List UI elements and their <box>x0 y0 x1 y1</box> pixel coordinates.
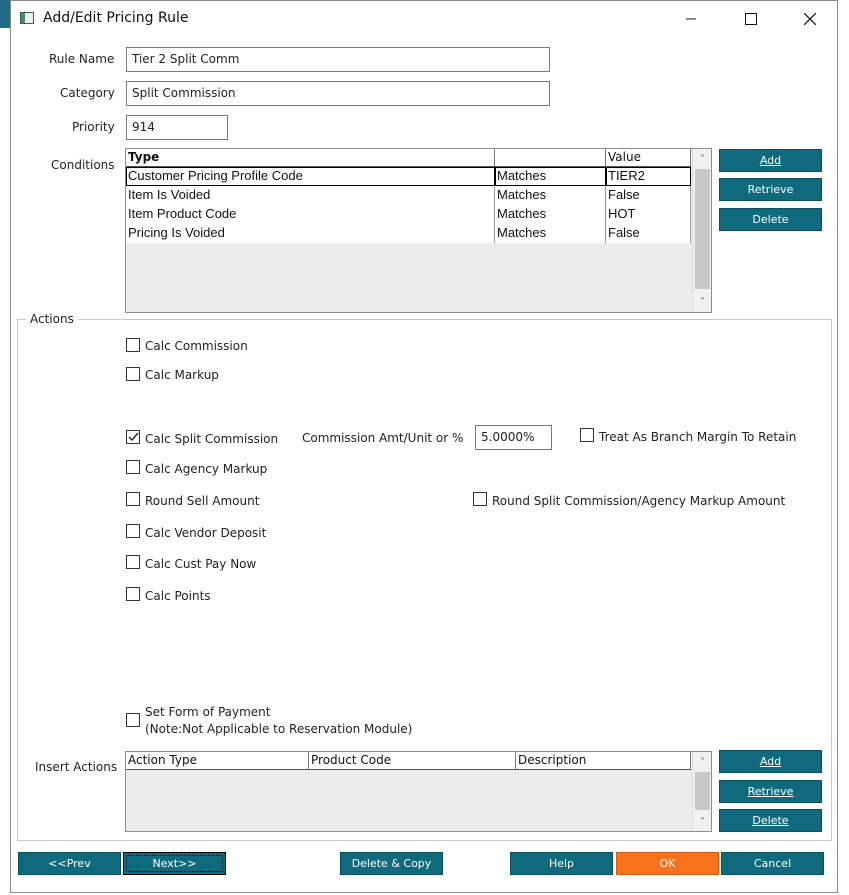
calc-agency-markup-checkbox[interactable] <box>126 460 140 474</box>
cell-type[interactable]: Item Is Voided <box>126 186 495 205</box>
background-app-edge <box>0 0 10 28</box>
cell-value[interactable]: TIER2 <box>606 167 691 186</box>
minimize-button[interactable] <box>668 5 714 33</box>
commission-amt-input[interactable]: 5.0000% <box>475 425 552 450</box>
cell-operator[interactable]: Matches <box>495 205 606 224</box>
set-form-of-payment-label: Set Form of Payment <box>145 705 271 719</box>
calc-split-commission-label: Calc Split Commission <box>145 432 279 446</box>
calc-commission-label: Calc Commission <box>145 339 248 353</box>
set-form-of-payment-note: (Note:Not Applicable to Reservation Module) <box>145 722 413 736</box>
round-sell-amount-label: Round Sell Amount <box>145 494 260 508</box>
header-action-type[interactable]: Action Type <box>126 752 309 769</box>
calc-split-commission-checkbox[interactable] <box>126 430 140 444</box>
table-row[interactable] <box>126 224 691 243</box>
category-label: Category <box>60 86 115 100</box>
table-row[interactable] <box>126 186 691 205</box>
retrieve-label: Retrieve <box>747 183 794 196</box>
cell-value[interactable]: HOT <box>606 205 691 224</box>
calc-vendor-deposit-label: Calc Vendor Deposit <box>145 526 267 540</box>
cell-type[interactable]: Item Product Code <box>126 205 495 224</box>
calc-markup-label: Calc Markup <box>145 368 219 382</box>
delete-label: Delete <box>752 814 789 827</box>
header-type[interactable]: Type <box>126 149 495 166</box>
priority-input[interactable]: 914 <box>126 115 228 140</box>
calc-agency-markup-label: Calc Agency Markup <box>145 462 268 476</box>
priority-label: Priority <box>72 120 115 134</box>
commission-amt-label: Commission Amt/Unit or % <box>302 431 464 445</box>
cell-value[interactable]: False <box>606 224 691 243</box>
calc-points-label: Calc Points <box>145 589 211 603</box>
calc-points-checkbox[interactable] <box>126 587 140 601</box>
conditions-grid-header <box>126 149 691 167</box>
help-button[interactable] <box>510 852 613 875</box>
conditions-retrieve-button[interactable] <box>719 178 822 201</box>
table-row[interactable] <box>126 167 691 186</box>
header-description[interactable]: Description <box>516 752 691 769</box>
conditions-scrollbar[interactable] <box>692 149 712 312</box>
round-sell-amount-checkbox[interactable] <box>126 492 140 506</box>
cancel-label: Cancel <box>753 857 792 870</box>
chevron-up-icon[interactable]: ˄ <box>700 756 705 768</box>
insert-actions-label: Insert Actions <box>35 760 118 774</box>
checkmark-icon <box>127 431 139 443</box>
cell-type[interactable]: Customer Pricing Profile Code <box>126 167 495 186</box>
delete-label: Delete <box>752 213 789 226</box>
conditions-delete-button[interactable] <box>719 208 822 231</box>
table-row[interactable] <box>126 205 691 224</box>
retrieve-label: Retrieve <box>747 785 794 798</box>
ok-button[interactable] <box>616 852 719 875</box>
add-label: Add <box>759 154 782 167</box>
treat-as-branch-label: Treat As Branch Margin To Retain <box>599 430 797 444</box>
calc-cust-pay-now-checkbox[interactable] <box>126 555 140 569</box>
help-label: Help <box>548 857 575 870</box>
conditions-grid[interactable] <box>125 148 712 313</box>
cell-operator[interactable]: Matches <box>495 167 606 186</box>
chevron-up-icon[interactable]: ˄ <box>700 153 705 165</box>
close-icon <box>804 13 816 25</box>
calc-commission-checkbox[interactable] <box>126 338 140 352</box>
chevron-down-icon[interactable]: ˅ <box>700 816 705 828</box>
round-split-commission-label: Round Split Commission/Agency Markup Amount <box>492 494 786 508</box>
insert-actions-grid[interactable] <box>125 751 712 832</box>
insert-actions-scrollbar[interactable] <box>692 752 712 831</box>
maximize-icon <box>745 13 757 25</box>
prev-button[interactable] <box>18 852 121 875</box>
calc-cust-pay-now-label: Calc Cust Pay Now <box>145 557 257 571</box>
header-product-code[interactable]: Product Code <box>309 752 516 769</box>
cell-operator[interactable]: Matches <box>495 224 606 243</box>
header-operator[interactable] <box>495 149 606 166</box>
insert-retrieve-button[interactable] <box>719 780 822 803</box>
cell-operator[interactable]: Matches <box>495 186 606 205</box>
calc-vendor-deposit-checkbox[interactable] <box>126 524 140 538</box>
minimize-icon <box>685 13 697 25</box>
chevron-down-icon[interactable]: ˅ <box>700 296 705 308</box>
prev-label: <<Prev <box>48 857 91 870</box>
scrollbar-thumb[interactable] <box>695 772 710 810</box>
window-title: Add/Edit Pricing Rule <box>43 10 189 26</box>
insert-add-button[interactable] <box>719 750 822 773</box>
actions-group-title: Actions <box>26 312 78 326</box>
conditions-add-button[interactable] <box>719 149 822 172</box>
cell-type[interactable]: Pricing Is Voided <box>126 224 495 243</box>
calc-markup-checkbox[interactable] <box>126 367 140 381</box>
next-label: Next>> <box>152 857 197 870</box>
form-icon <box>20 12 34 24</box>
rule-name-input[interactable]: Tier 2 Split Comm <box>126 47 550 72</box>
header-value[interactable]: Value <box>606 149 691 166</box>
delete-copy-label: Delete & Copy <box>351 857 432 870</box>
insert-actions-header <box>126 752 691 770</box>
maximize-button[interactable] <box>728 5 774 33</box>
add-label: Add <box>759 755 782 768</box>
cell-value[interactable]: False <box>606 186 691 205</box>
delete-copy-button[interactable] <box>340 852 443 875</box>
next-button[interactable] <box>123 852 226 875</box>
cancel-button[interactable] <box>721 852 824 875</box>
close-button[interactable] <box>787 5 833 33</box>
treat-as-branch-checkbox[interactable] <box>580 428 594 442</box>
category-input[interactable]: Split Commission <box>126 81 550 106</box>
ok-label: OK <box>659 857 676 870</box>
conditions-label: Conditions <box>51 158 115 172</box>
scrollbar-thumb[interactable] <box>695 169 710 289</box>
rule-name-label: Rule Name <box>49 52 115 66</box>
insert-delete-button[interactable] <box>719 809 822 832</box>
round-split-commission-checkbox[interactable] <box>473 492 487 506</box>
set-form-of-payment-checkbox[interactable] <box>126 713 140 727</box>
